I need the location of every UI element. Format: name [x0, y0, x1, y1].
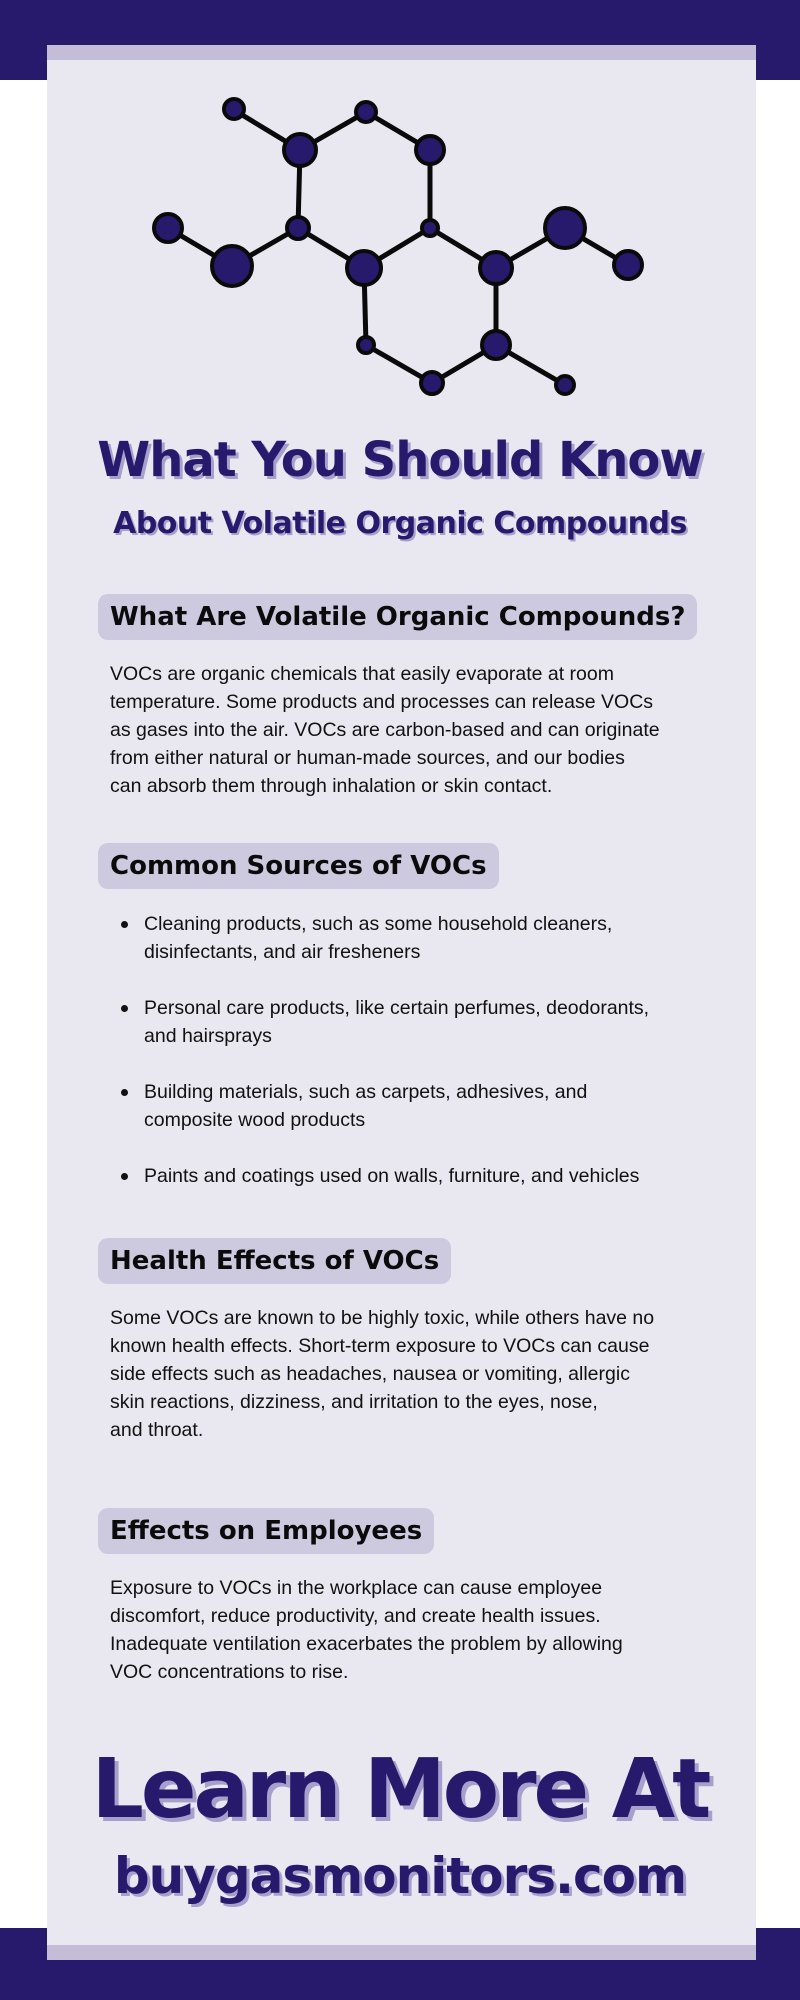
- section-heading-health: Health Effects of VOCs: [98, 1238, 451, 1284]
- atom-node: [212, 246, 252, 286]
- molecule-icon: [140, 85, 660, 405]
- text-line: Building materials, such as carpets, adhesives, and: [144, 1081, 588, 1103]
- atom-node: [556, 376, 574, 394]
- text-line: composite wood products: [144, 1109, 366, 1131]
- atom-node: [422, 220, 438, 236]
- section-heading-sources: Common Sources of VOCs: [98, 843, 499, 889]
- text-line: temperature. Some products and processes can release VOCs: [110, 691, 654, 713]
- page-title: What You Should Know: [97, 432, 703, 488]
- text-line: side effects such as headaches, nausea or vomiting, allergic: [110, 1363, 630, 1385]
- atom-node: [482, 331, 510, 359]
- text-line: Some VOCs are known to be highly toxic, while others have no: [110, 1307, 655, 1329]
- atom-node: [287, 217, 309, 239]
- sources-list: [110, 910, 700, 1190]
- section-body-employees: [110, 1574, 700, 1686]
- list-item: [110, 1162, 700, 1190]
- section-heading-employees: Effects on Employees: [98, 1508, 434, 1554]
- section-body-health: [110, 1304, 700, 1444]
- cta-website-link[interactable]: buygasmonitors.com: [113, 1847, 687, 1905]
- text-line: can absorb them through inhalation or skin contact.: [110, 775, 553, 797]
- atom-node: [480, 252, 512, 284]
- atom-node: [356, 102, 376, 122]
- atom-node: [421, 372, 443, 394]
- text-line: Personal care products, like certain perfumes, deodorants,: [144, 997, 650, 1019]
- section-body-what-are: [110, 660, 700, 800]
- atom-node: [284, 134, 316, 166]
- text-line: as gases into the air. VOCs are carbon-based and can originate: [110, 719, 660, 741]
- text-line: Exposure to VOCs in the workplace can cause employee: [110, 1577, 603, 1599]
- text-line: VOC concentrations to rise.: [110, 1661, 349, 1683]
- list-item: [110, 1078, 700, 1134]
- text-line: Paints and coatings used on walls, furniture, and vehicles: [144, 1165, 640, 1187]
- cta-heading: Learn More At: [91, 1742, 709, 1837]
- list-item: [110, 994, 700, 1050]
- text-line: known health effects. Short-term exposure to VOCs can cause: [110, 1335, 650, 1357]
- text-line: Inadequate ventilation exacerbates the problem by allowing: [110, 1633, 623, 1655]
- atom-node: [347, 251, 381, 285]
- text-line: from either natural or human-made sources, and our bodies: [110, 747, 625, 769]
- text-line: discomfort, reduce productivity, and create health issues.: [110, 1605, 601, 1627]
- panel-top-rim: [47, 45, 756, 60]
- section-heading-what-are: What Are Volatile Organic Compounds?: [98, 594, 697, 640]
- page-subtitle: About Volatile Organic Compounds: [113, 506, 687, 541]
- atom-node: [358, 337, 374, 353]
- text-line: and hairsprays: [144, 1025, 272, 1047]
- text-line: VOCs are organic chemicals that easily evaporate at room: [110, 663, 614, 685]
- text-line: skin reactions, dizziness, and irritation to the eyes, nose,: [110, 1391, 598, 1413]
- atom-node: [545, 208, 585, 248]
- list-item: [110, 910, 700, 966]
- text-line: and throat.: [110, 1419, 204, 1441]
- atom-node: [416, 136, 444, 164]
- text-line: disinfectants, and air fresheners: [144, 941, 421, 963]
- atom-node: [154, 214, 182, 242]
- panel-bottom-rim: [47, 1945, 756, 1960]
- atom-node: [614, 251, 642, 279]
- atom-node: [224, 99, 244, 119]
- text-line: Cleaning products, such as some household cleaners,: [144, 913, 613, 935]
